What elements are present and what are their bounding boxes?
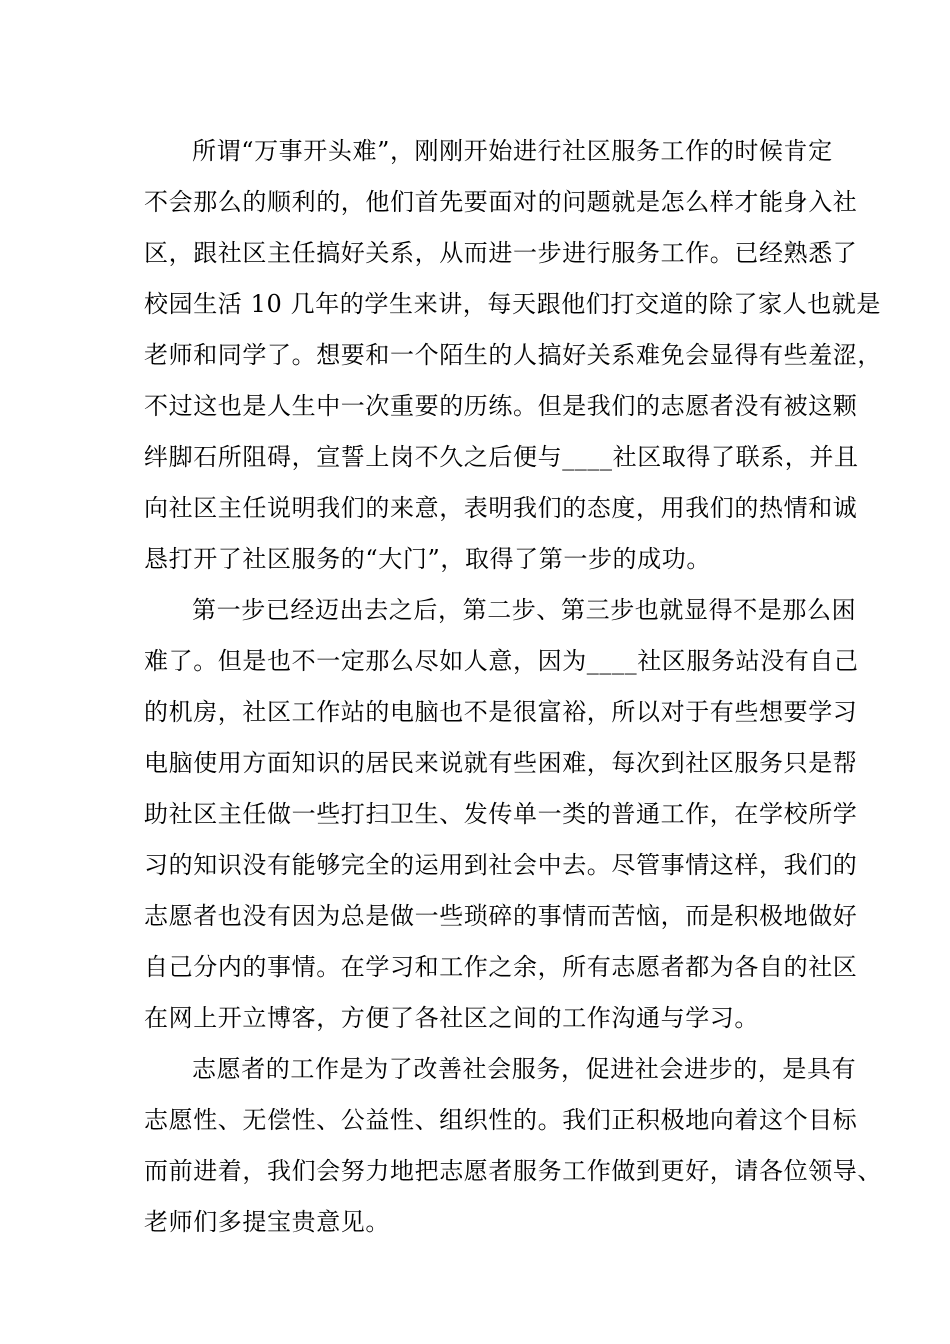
- text-line: 的机房，社区工作站的电脑也不是很富裕，所以对于有些想要学习: [144, 698, 858, 726]
- paragraph-2: [144, 585, 859, 1044]
- text-line: 自己分内的事情。在学习和工作之余，所有志愿者都为各自的社区: [144, 953, 858, 981]
- text-line: 志愿者也没有因为总是做一些琐碎的事情而苦恼，而是积极地做好: [144, 902, 858, 930]
- text-line: 校园生活 10 几年的学生来讲，每天跟他们打交道的除了家人也就是: [144, 290, 881, 318]
- text-line: 难了。但是也不一定那么尽如人意，因为____社区服务站没有自己: [144, 647, 859, 675]
- text-line: 在网上开立博客，方便了各社区之间的工作沟通与学习。: [144, 1004, 759, 1032]
- text-line: 不过这也是人生中一次重要的历练。但是我们的志愿者没有被这颗: [144, 392, 858, 420]
- text-line: 恳打开了社区服务的“大门”，取得了第一步的成功。: [144, 545, 711, 573]
- text-line: 老师和同学了。想要和一个陌生的人搞好关系难免会显得有些羞涩，: [144, 341, 882, 369]
- text-line: 老师们多提宝贵意见。: [144, 1208, 390, 1236]
- text-line: 向社区主任说明我们的来意，表明我们的态度，用我们的热情和诚: [144, 494, 858, 522]
- text-line: 第一步已经迈出去之后，第二步、第三步也就显得不是那么困: [192, 596, 857, 624]
- paragraph-1: [144, 126, 882, 585]
- text-line: 所谓“万事开头难”，刚刚开始进行社区服务工作的时候肯定: [192, 137, 833, 165]
- document-body: [144, 126, 882, 1248]
- text-line: 绊脚石所阻碍，宣誓上岗不久之后便与____社区取得了联系，并且: [144, 443, 859, 471]
- text-line: 区，跟社区主任搞好关系，从而进一步进行服务工作。已经熟悉了: [144, 239, 858, 267]
- text-line: 习的知识没有能够完全的运用到社会中去。尽管事情这样，我们的: [144, 851, 858, 879]
- text-line: 助社区主任做一些打扫卫生、发传单一类的普通工作，在学校所学: [144, 800, 858, 828]
- paragraph-3: [144, 1044, 882, 1248]
- text-line: 志愿性、无偿性、公益性、组织性的。我们正积极地向着这个目标: [144, 1106, 858, 1134]
- text-line: 而前进着，我们会努力地把志愿者服务工作做到更好，请各位领导、: [144, 1157, 882, 1185]
- text-line: 不会那么的顺利的，他们首先要面对的问题就是怎么样才能身入社: [144, 188, 858, 216]
- text-line: 电脑使用方面知识的居民来说就有些困难，每次到社区服务只是帮: [144, 749, 858, 777]
- text-line: 志愿者的工作是为了改善社会服务，促进社会进步的，是具有: [192, 1055, 857, 1083]
